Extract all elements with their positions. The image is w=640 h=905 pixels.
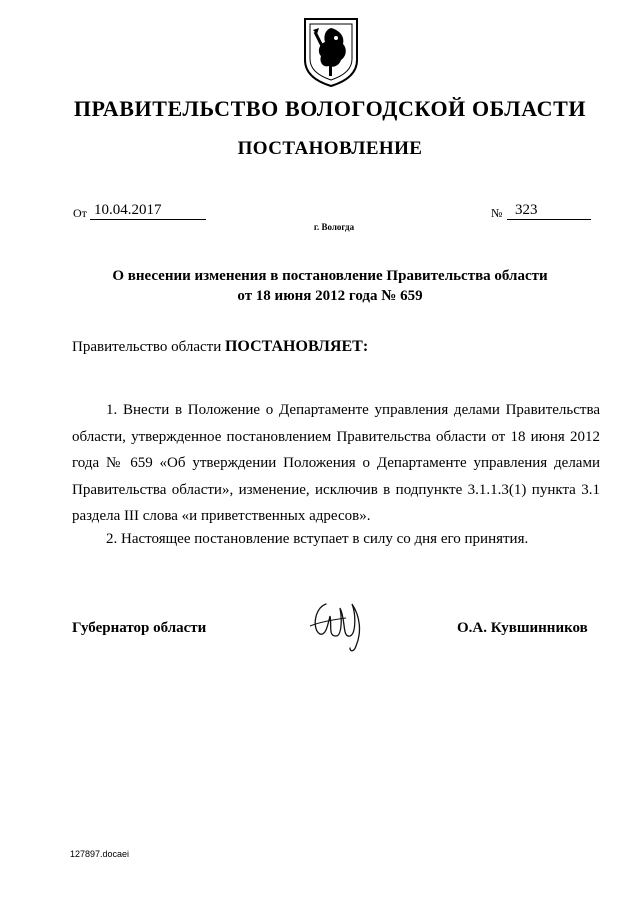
document-date: 10.04.2017 <box>90 201 206 220</box>
paragraph-2: 2. Настоящее постановление вступает в силу со дня его принятия. <box>106 531 529 547</box>
document-type: ПОСТАНОВЛЕНИЕ <box>237 138 423 159</box>
file-reference: 127897.docaei <box>70 849 130 859</box>
signatory-name: О.А. Кувшинников <box>457 620 588 636</box>
subject-line-2: от 18 июня 2012 года № 659 <box>237 288 423 304</box>
date-prefix: От <box>73 206 87 220</box>
document-subject <box>60 266 600 306</box>
number-prefix: № <box>491 206 503 220</box>
coat-of-arms-emblem <box>301 16 361 88</box>
paragraph-1: 1. Внести в Положение о Департаменте управления делами Правительства области, утвержденное постановлением Правительства области от 18 июня 2012 года № 659 «Об утверждении Положения о Департаменте управления делами Правительства области», изменение, исключив в подпункте 3.1.1.3(1) пункта 3.1 раздела III слова «и приветственных адресов». <box>72 402 600 524</box>
decree-intro: Правительство области <box>72 339 225 355</box>
government-title: ПРАВИТЕЛЬСТВО ВОЛОГОДСКОЙ ОБЛАСТИ <box>73 96 587 121</box>
decree-keyword: ПОСТАНОВЛЯЕТ: <box>224 338 369 355</box>
city-label: г. Вологда <box>313 222 355 232</box>
decree-line <box>72 338 368 356</box>
document-number: 323 <box>507 201 591 220</box>
handwritten-signature <box>306 596 370 656</box>
subject-line-1: О внесении изменения в постановление Правительства области <box>112 268 548 284</box>
signatory-role: Губернатор области <box>72 620 207 636</box>
